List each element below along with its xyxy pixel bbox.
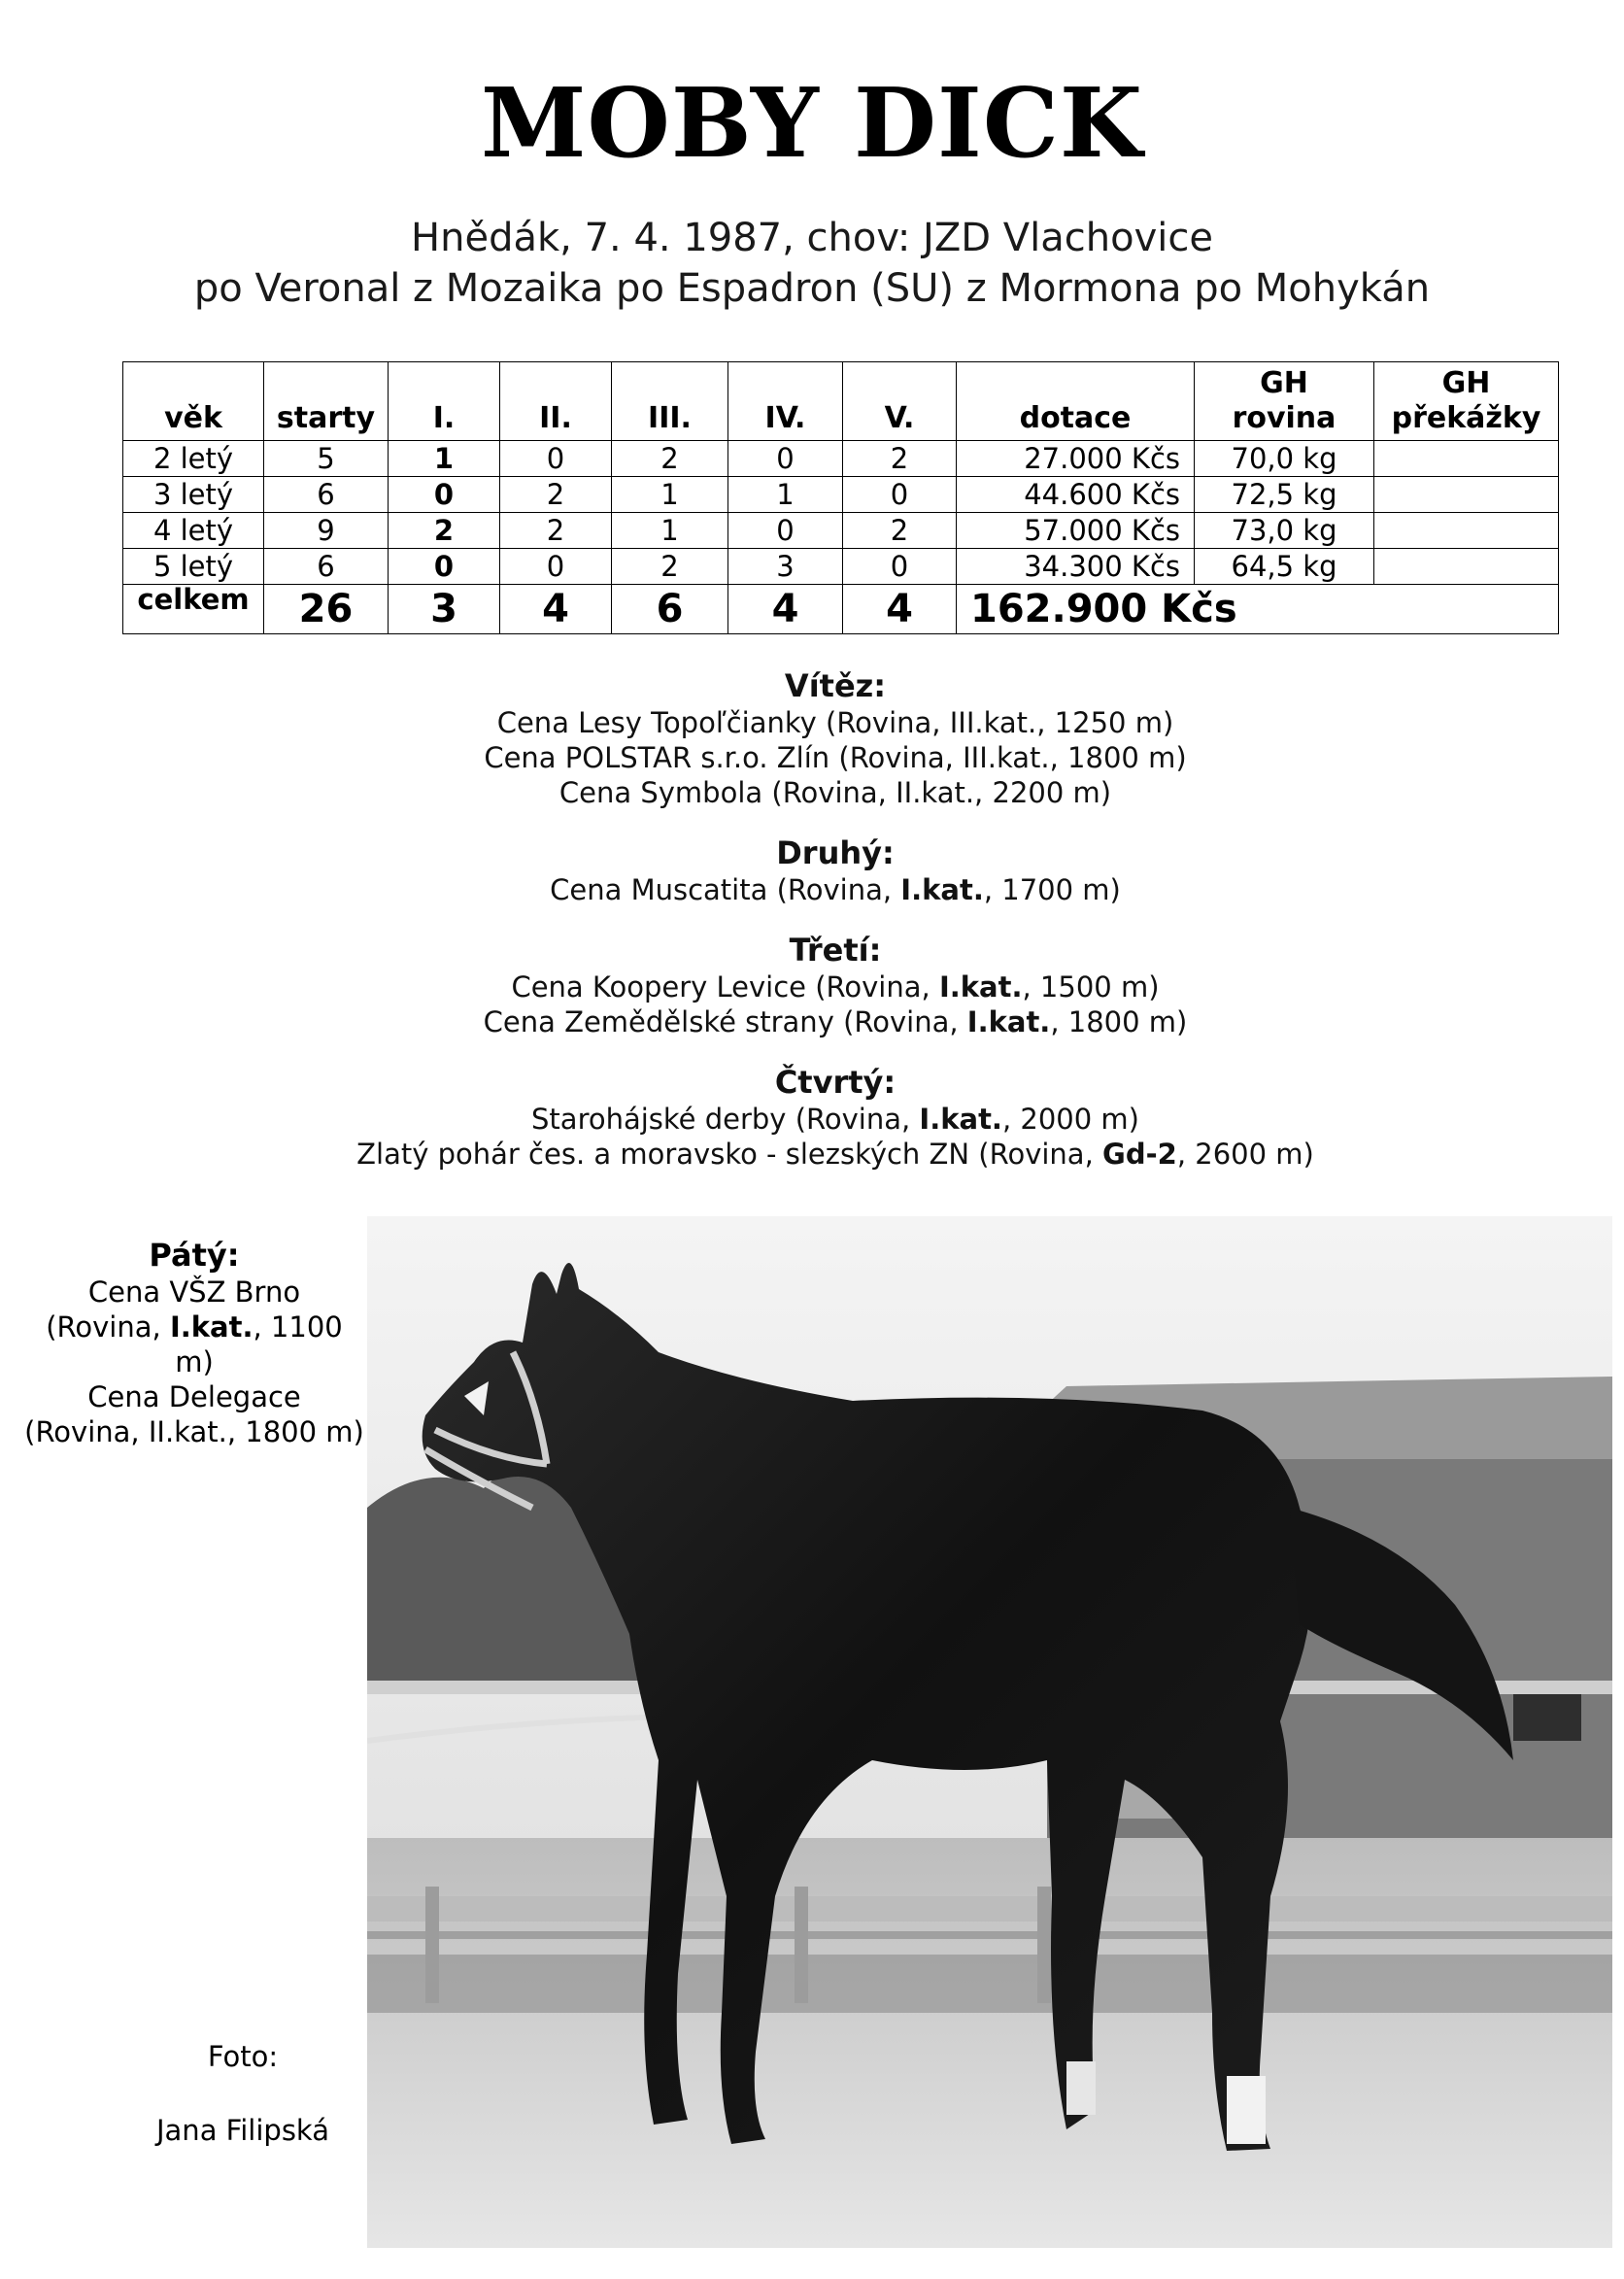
race-stats-table [122,361,1559,634]
cell-third: 2 [612,441,728,477]
header-starts: starty [264,362,389,441]
header-fifth: V. [843,362,957,441]
cell-gh-jump [1374,441,1559,477]
total-prize: 162.900 Kčs [957,585,1559,634]
cell-fourth: 0 [728,513,843,549]
total-label: celkem [123,585,264,634]
header-gh-jump [1374,362,1559,441]
total-first: 3 [389,585,500,634]
cell-age: 5 letý [123,549,264,585]
header-age: věk [123,362,264,441]
cell-gh-jump [1374,549,1559,585]
winner-race: Cena Symbola (Rovina, II.kat., 2200 m) [558,776,1112,809]
total-starts: 26 [264,585,389,634]
race-category: I.kat. [938,970,1023,1003]
cell-age: 4 letý [123,513,264,549]
cell-gh-jump [1374,513,1559,549]
header-gh-flat-line2: rovina [1232,401,1336,435]
header-gh-jump-line1: GH [1441,366,1491,400]
race-category: I.kat. [900,873,984,906]
race-text: (Rovina, [46,1310,170,1344]
table-row [123,477,1559,513]
cell-fifth: 2 [843,441,957,477]
winner-race: Cena POLSTAR s.r.o. Zlín (Rovina, III.kat., 1800 m) [484,741,1187,774]
cell-third: 1 [612,513,728,549]
cell-second: 2 [500,477,612,513]
photo-credit-label: Foto: [207,2040,279,2073]
race-text: , 1800 m) [1050,1005,1188,1038]
third-race [321,969,1350,1004]
total-second: 4 [500,585,612,634]
third-heading: Třetí: [789,932,882,969]
race-category: I.kat. [169,1310,254,1344]
header-gh-jump-line2: překážky [1391,401,1541,435]
fifth-race: Cena Delegace [87,1380,301,1413]
cell-starts: 5 [264,441,389,477]
race-text: Zlatý pohár čes. a moravsko - slezských ZN (Rovina, [356,1138,1103,1171]
cell-prize: 27.000 Kčs [957,441,1195,477]
fifth-race-details [23,1310,365,1379]
cell-starts: 6 [264,477,389,513]
total-fifth: 4 [843,585,957,634]
cell-prize: 44.600 Kčs [957,477,1195,513]
cell-gh-flat: 73,0 kg [1195,513,1374,549]
cell-fourth: 3 [728,549,843,585]
cell-fifth: 0 [843,549,957,585]
header-prize: dotace [957,362,1195,441]
cell-age: 2 letý [123,441,264,477]
fifth-heading: Pátý: [149,1237,240,1274]
table-row [123,441,1559,477]
cell-fifth: 2 [843,513,957,549]
race-text: Cena Koopery Levice (Rovina, [511,970,939,1003]
fifth-race: Cena VŠZ Brno [87,1276,301,1309]
fourth-race [321,1102,1350,1137]
race-text: , 2000 m) [1001,1103,1139,1136]
race-text: , 1700 m) [983,873,1121,906]
header-second: II. [500,362,612,441]
cell-prize: 57.000 Kčs [957,513,1195,549]
header-third: III. [612,362,728,441]
header-gh-flat-line1: GH [1260,366,1308,400]
race-text: Cena Muscatita (Rovina, [550,873,901,906]
total-third: 6 [612,585,728,634]
table-total-row [123,585,1559,634]
cell-gh-jump [1374,477,1559,513]
race-text: Cena Zemědělské strany (Rovina, [483,1005,967,1038]
cell-gh-flat: 64,5 kg [1195,549,1374,585]
second-heading: Druhý: [776,834,895,871]
cell-age: 3 letý [123,477,264,513]
cell-first: 0 [389,477,500,513]
table-header-row [123,362,1559,441]
photo-credit-author: Jana Filipská [155,2114,329,2147]
horse-pedigree: po Veronal z Mozaika po Espadron (SU) z Mormona po Mohykán [193,266,1431,311]
cell-starts: 6 [264,549,389,585]
cell-fourth: 1 [728,477,843,513]
fourth-race [321,1137,1350,1172]
cell-second: 0 [500,441,612,477]
fifth-place-results [23,1236,365,1449]
horse-details: Hnědák, 7. 4. 1987, chov: JZD Vlachovice [411,216,1213,260]
cell-third: 2 [612,549,728,585]
race-category: Gd-2 [1102,1138,1177,1171]
total-fourth: 4 [728,585,843,634]
race-category: I.kat. [966,1005,1051,1038]
cell-first: 0 [389,549,500,585]
table-row [123,513,1559,549]
table-row [123,549,1559,585]
cell-gh-flat: 70,0 kg [1195,441,1374,477]
cell-second: 0 [500,549,612,585]
page-title: MOBY DICK [480,68,1144,180]
race-category: I.kat. [919,1103,1002,1136]
cell-gh-flat: 72,5 kg [1195,477,1374,513]
cell-starts: 9 [264,513,389,549]
winner-heading: Vítěz: [784,667,887,704]
fifth-race-details: (Rovina, II.kat., 1800 m) [24,1415,364,1448]
cell-third: 1 [612,477,728,513]
horse-photo [367,1216,1612,2248]
cell-prize: 34.300 Kčs [957,549,1195,585]
cell-fifth: 0 [843,477,957,513]
race-text: , 1500 m) [1022,970,1160,1003]
race-text: , 2600 m) [1176,1138,1314,1171]
fourth-heading: Čtvrtý: [774,1064,897,1101]
header-first: I. [389,362,500,441]
cell-first: 1 [389,441,500,477]
second-race [321,872,1350,907]
header-fourth: IV. [728,362,843,441]
cell-first: 2 [389,513,500,549]
race-text: Staroháјské derby (Rovina, [531,1103,920,1136]
winner-race: Cena Lesy Topoľčianky (Rovina, III.kat., 1250 m) [496,706,1174,739]
race-results [321,666,1350,1172]
third-race [321,1004,1350,1039]
cell-fourth: 0 [728,441,843,477]
race-text: , 1100 m) [175,1310,343,1378]
cell-second: 2 [500,513,612,549]
header-gh-flat [1195,362,1374,441]
